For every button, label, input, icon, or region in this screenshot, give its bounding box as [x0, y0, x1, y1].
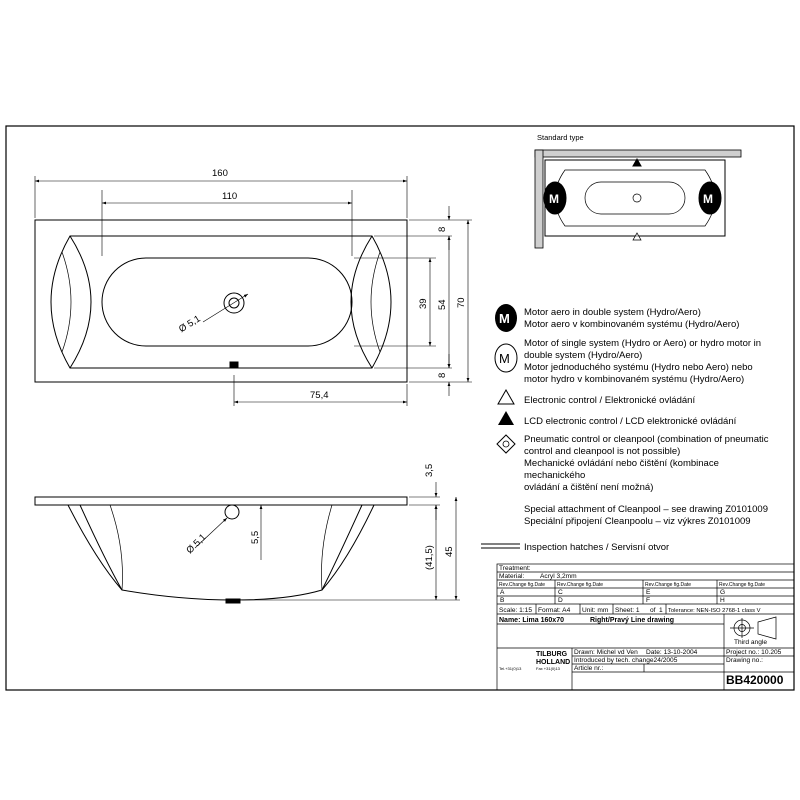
pneumatic-line-3: Mechanické ovládání nebo čištění (kombinace: [524, 458, 719, 469]
overflow-marker: [230, 362, 238, 367]
material-value: Acryl 3,2mm: [540, 573, 577, 580]
side-view-labels: [184, 464, 455, 570]
electronic-triangle-icon: [498, 390, 514, 404]
tub-rim-side: [35, 497, 407, 505]
lcd-control-label: LCD electronic control / LCD elektronické ovládání: [524, 416, 737, 427]
dim-offset: 75,4: [310, 390, 329, 401]
inset-motor-left-label: M: [549, 192, 559, 206]
motor-single-line-1: Motor of single system (Hydro or Aero) or hydro motor in: [524, 338, 762, 349]
wall-hatch-left: [535, 150, 543, 248]
rev-letter-e: E: [646, 589, 651, 596]
drawn-date: Date: 13-10-2004: [646, 649, 698, 656]
wall-hatch: [535, 150, 741, 157]
motor-double-symbol: M: [499, 311, 510, 326]
motor-single-line-4: motor hydro v kombinovaném systému (Hydro/Aero): [524, 374, 745, 385]
side-inner-right: [322, 505, 362, 590]
dim-rim-top: 8: [437, 226, 448, 232]
standard-type-title: Standard type: [537, 133, 584, 142]
pneumatic-line-1: Pneumatic control or cleanpool (combination of pneumatic: [524, 434, 769, 445]
dim-rim-bottom: 8: [437, 372, 448, 378]
drain-side: [225, 505, 239, 519]
inset-motor-right-label: M: [703, 192, 713, 206]
sheet-total: 1: [659, 607, 663, 614]
company-fax: Fax +31(0)13: [536, 666, 560, 671]
dim-drain-depth: 5,5: [250, 530, 261, 544]
drawing-number-label: Drawing no.:: [726, 657, 764, 664]
pneumatic-line-5: ovládání a čištění není možná): [524, 482, 654, 493]
special-attachment-line-1: Special attachment of Cleanpool – see drawing Z0101009: [524, 504, 768, 515]
rev-letter-h: H: [720, 597, 725, 604]
dim-drain-side: Ø 5,1: [184, 531, 209, 557]
drawn-by: Drawn: Michel vd Ven: [574, 649, 638, 656]
rev-letter-f: F: [646, 597, 651, 604]
rev-header-3: Rev.Change fig.Date: [645, 582, 692, 588]
side-view-dimensions: [195, 482, 460, 600]
project-number: Project no.: 10.205: [726, 649, 782, 656]
tolerance-label: Tolerance: NEN-ISO 2768-1 class V: [668, 608, 761, 614]
dim-total-height: 45: [444, 546, 455, 557]
motor-double-line-1: Motor aero in double system (Hydro/Aero): [524, 307, 701, 318]
electronic-control-label: Electronic control / Elektronické ovládání: [524, 395, 696, 406]
pneumatic-line-2: control and cleanpool is not possible): [524, 446, 681, 457]
rev-header-4: Rev.Change fig.Date: [719, 582, 766, 588]
dim-inner-width: 39: [418, 298, 429, 309]
rev-letter-d: D: [558, 597, 563, 604]
waste-outlet: [226, 599, 240, 603]
sheet-of: of: [650, 607, 656, 614]
dim-rim-height: 3,5: [424, 463, 435, 477]
drawing-frame: [6, 126, 794, 690]
inspection-hatches-label: Inspection hatches / Servisní otvor: [524, 542, 670, 553]
dim-width: 70: [456, 297, 467, 308]
introduced-by: Introduced by tech. change24/2005: [574, 657, 678, 664]
unit-label: Unit: mm: [582, 607, 609, 614]
rev-header-1: Rev.Change fig.Date: [499, 582, 546, 588]
right-seat-curve: [371, 252, 380, 352]
material-label: Material:: [499, 573, 525, 580]
name-label: Name: Lima 160x70: [499, 617, 564, 624]
treatment-label: Treatment:: [499, 565, 531, 572]
side-support-right: [321, 505, 332, 590]
rev-letter-a: A: [500, 589, 505, 596]
sheet-label: Sheet: 1: [615, 607, 640, 614]
name-suffix: Right/Pravý Line drawing: [590, 617, 675, 624]
rev-letter-g: G: [720, 589, 726, 596]
inset-tub: [545, 160, 725, 236]
third-angle-projection-icon: [730, 617, 776, 639]
dim-depth: (41,5): [424, 545, 435, 570]
special-attachment-line-2: Speciální připojení Cleanpoolu – viz výkres Z0101009: [524, 516, 751, 527]
title-block-text: [499, 565, 784, 687]
dim-inner-length: 110: [222, 191, 238, 202]
lcd-triangle-icon: [498, 411, 514, 425]
company-line-2: HOLLAND: [536, 659, 571, 666]
dim-length: 160: [212, 168, 228, 179]
legend: [481, 304, 769, 553]
pneumatic-diamond-icon: [497, 435, 515, 453]
rev-letter-c: C: [558, 589, 563, 596]
dim-drain-top: Ø 5,1: [177, 313, 203, 336]
side-view: [35, 497, 407, 603]
company-tel: Tel.+31(0)13: [499, 666, 522, 671]
motor-single-line-2: double system (Hydro/Aero): [524, 350, 643, 361]
pneumatic-line-4: mechanického: [524, 470, 586, 481]
motor-double-line-2: Motor aero v kombinovaném systému (Hydro/Aero): [524, 319, 740, 330]
top-view: [35, 220, 407, 382]
rev-letter-b: B: [500, 597, 505, 604]
motor-single-line-3: Motor jednoduchého systému (Hydro nebo Aero) nebo: [524, 362, 753, 373]
article-number: Article nr.:: [574, 665, 604, 672]
scale-label: Scale: 1:15: [499, 607, 532, 614]
rev-header-2: Rev.Change fig.Date: [557, 582, 604, 588]
motor-single-symbol: M: [499, 351, 510, 366]
right-headrest-curve: [351, 236, 372, 368]
format-label: Format: A4: [538, 607, 571, 614]
top-view-dimensions: [35, 176, 472, 406]
left-seat-curve: [62, 252, 71, 352]
left-headrest-curve: [70, 236, 91, 368]
dim-basin-width: 54: [437, 299, 448, 310]
side-inner-left: [80, 505, 122, 590]
basin-floor: [102, 258, 352, 346]
projection-label: Third angle: [734, 639, 767, 646]
drawing-number: BB420000: [726, 673, 784, 687]
company-line-1: TILBURG: [536, 651, 568, 658]
